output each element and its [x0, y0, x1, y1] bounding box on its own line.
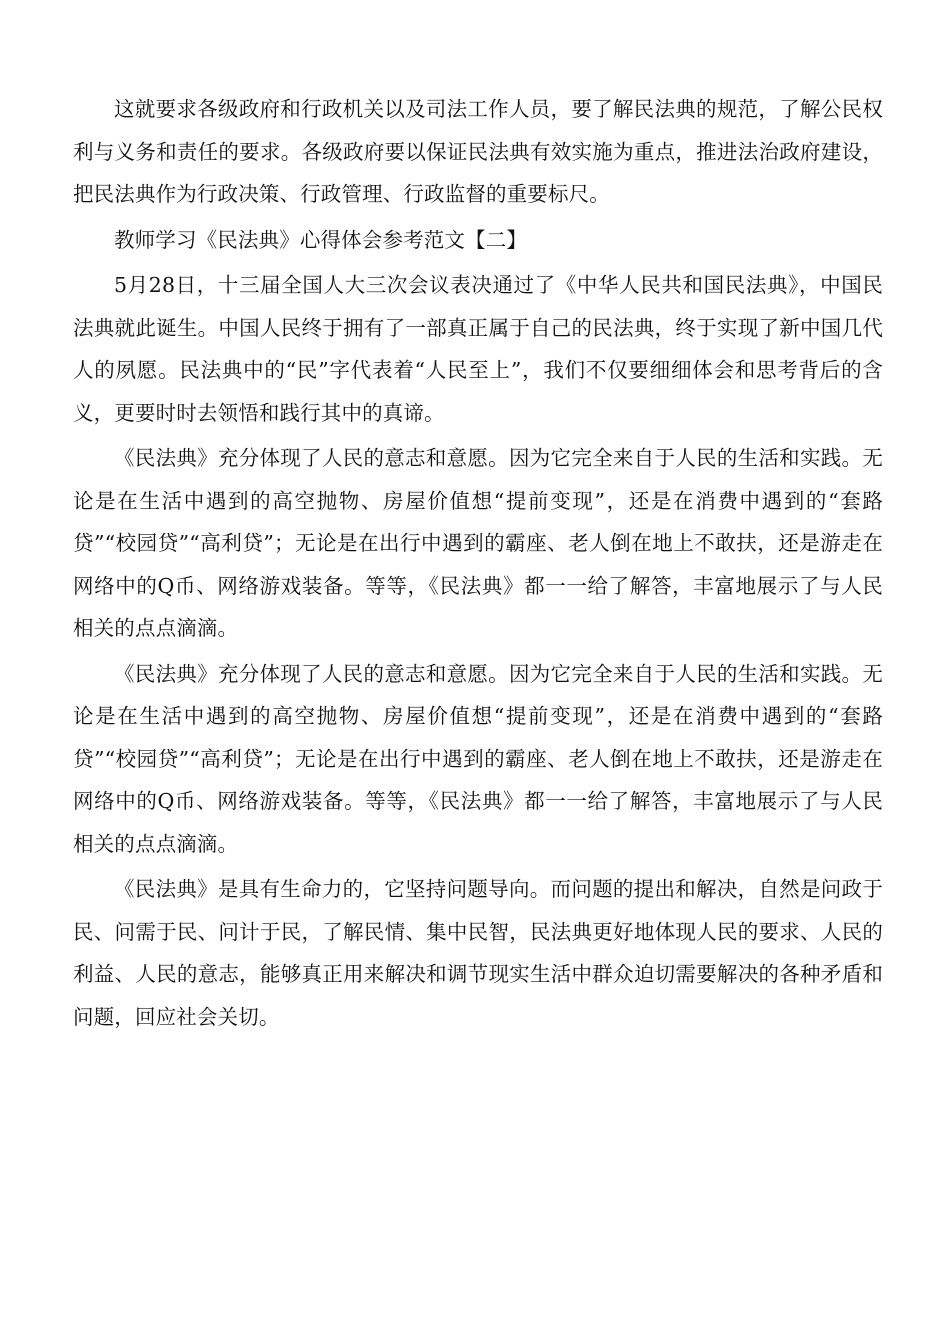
- paragraph-4: 《民法典》充分体现了人民的意志和意愿。因为它完全来自于人民的生活和实践。无论是在生活中遇到的高空抛物、房屋价值想“提前变现”，还是在消费中遇到的“套路贷”“校园贷”“高利贷”；无论是在出行中遇到的霸座、老人倒在地上不敢扶，还是游走在网络中的Q币、网络游戏装备。等等，《民法典》都一一给了解答，丰富地展示了与人民相关的点点滴滴。: [73, 661, 883, 856]
- paragraph-3: 《民法典》充分体现了人民的意志和意愿。因为它完全来自于人民的生活和实践。无论是在生活中遇到的高空抛物、房屋价值想“提前变现”，还是在消费中遇到的“套路贷”“校园贷”“高利贷”；无论是在出行中遇到的霸座、老人倒在地上不敢扶，还是游走在网络中的Q币、网络游戏装备。等等，《民法典》都一一给了解答，丰富地展示了与人民相关的点点滴滴。: [73, 446, 883, 640]
- paragraph-2: 5月28日，十三届全国人大三次会议表决通过了《中华人民共和国民法典》，中国民法典就此诞生。中国人民终于拥有了一部真正属于自己的民法典，终于实现了新中国几代人的夙愿。民法典中的“民”字代表着“人民至上”，我们不仅要细细体会和思考背后的含义，更要时时去领悟和践行其中的真谛。: [73, 273, 883, 425]
- paragraph-1: 这就要求各级政府和行政机关以及司法工作人员，要了解民法典的规范，了解公民权利与义务和责任的要求。各级政府要以保证民法典有效实施为重点，推进法治政府建设，把民法典作为行政决策、行政管理、行政监督的重要标尺。: [73, 97, 883, 206]
- section-heading: 教师学习《民法典》心得体会参考范文【二】: [114, 227, 527, 252]
- paragraph-5: 《民法典》是具有生命力的，它坚持问题导向。而问题的提出和解决，自然是问政于民、问需于民、问计于民，了解民情、集中民智，民法典更好地体现人民的要求、人民的利益、人民的意志，能够真正用来解决和调节现实生活中群众迫切需要解决的各种矛盾和问题，回应社会关切。: [73, 877, 883, 1029]
- document-page: [73, 88, 883, 1041]
